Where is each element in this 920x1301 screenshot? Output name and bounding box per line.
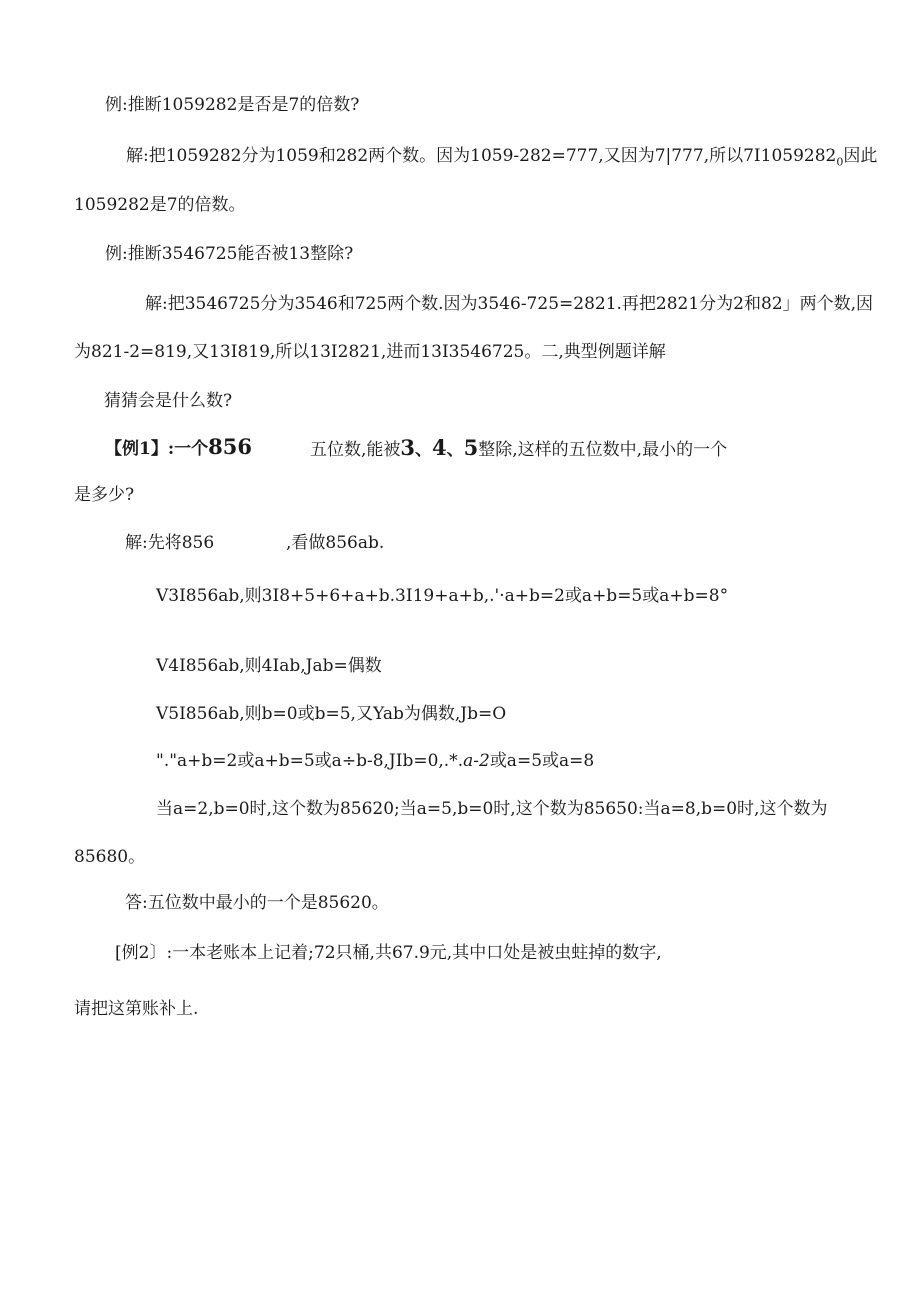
example-1-text-a: 五位数,能被: [310, 440, 401, 460]
text-line-3: 1059282是7的倍数。: [74, 195, 246, 215]
divisor-3: 3: [400, 435, 416, 460]
divisor-5: 5: [463, 435, 479, 460]
text-line-19: 请把这第账补上.: [74, 999, 199, 1019]
example-2-heading: [例2〕:一本老账本上记着;72只桶,共67.9元,其中口处是被虫蛀掉的数字,: [115, 943, 662, 963]
text-line-6: 为821-2=819,又13I819,所以13I2821,进而13I3546725。二,典型例题详解: [74, 342, 666, 362]
text-line-2-sub: 0: [836, 155, 844, 169]
text-line-1: 例:推断1059282是否是7的倍数?: [105, 95, 360, 115]
text-line-10a: 解:先将856: [125, 533, 215, 553]
text-line-11: V3I856ab,则3I8+5+6+a+b.3I19+a+b,.'·a+b=2或a+b=5或a+b=8°: [156, 586, 729, 606]
text-line-4: 例:推断3546725能否被13整除?: [105, 244, 354, 264]
example-1-heading: [105, 436, 252, 460]
text-line-2-tail: 因此: [843, 146, 878, 166]
text-line-14-c: 或a=5或a=8: [489, 751, 595, 771]
text-line-7: 猜猜会是什么数?: [104, 391, 233, 411]
text-line-5: 解:把3546725分为3546和725两个数.因为3546-725=2821.再把2821分为2和82」两个数,因: [145, 294, 874, 314]
example-1-question: [310, 437, 727, 461]
text-line-14-a: "."a+b=2或a+b=5或a÷b-8,JIb=0,.*.: [156, 751, 464, 771]
text-line-10b: ,看做856ab.: [286, 533, 385, 553]
example-1-label: 【例1】:一个: [105, 439, 209, 459]
example-1-text-b: 整除,这样的五位数中,最小的一个: [478, 440, 728, 460]
text-line-2-main: 解:把1059282分为1059和282两个数。因为1059-282=777,又因为7|777,所以7I1059282: [126, 146, 837, 166]
sep-2: 、: [446, 440, 464, 460]
text-line-2: [126, 145, 877, 173]
text-line-12: V4I856ab,则4Iab,Jab=偶数: [156, 656, 382, 676]
text-line-14-b: a-2: [463, 751, 490, 771]
example-1-number: 856: [208, 434, 252, 459]
text-line-9: 是多少?: [74, 485, 135, 505]
text-line-16: 85680。: [74, 847, 146, 867]
sep-1: 、: [415, 440, 433, 460]
answer-line: 答:五位数中最小的一个是85620。: [125, 893, 389, 913]
text-line-13: V5I856ab,则b=0或b=5,又Yab为偶数,Jb=O: [156, 704, 507, 724]
text-line-14: [156, 750, 594, 772]
divisor-4: 4: [432, 435, 447, 460]
text-line-15: 当a=2,b=0时,这个数为85620;当a=5,b=0时,这个数为85650:当a=8,b=0时,这个数为: [156, 799, 828, 819]
